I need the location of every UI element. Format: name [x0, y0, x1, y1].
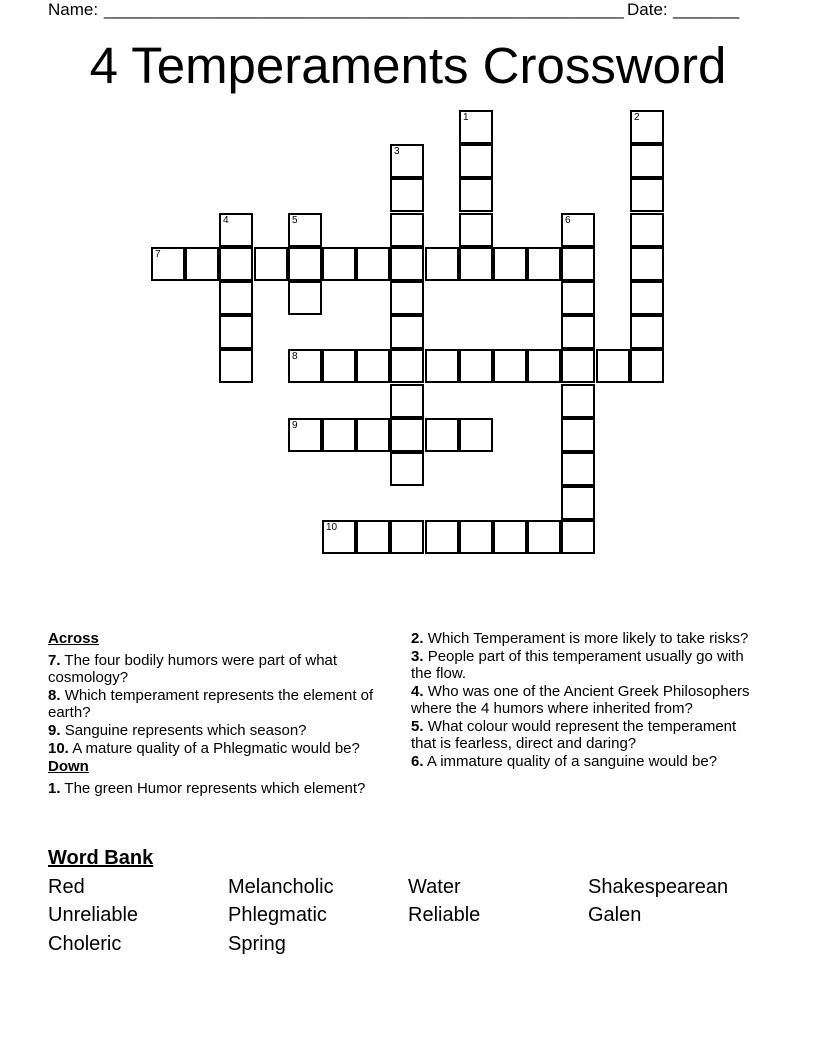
crossword-cell[interactable]: [459, 418, 493, 452]
clue-down-3: [411, 648, 756, 682]
crossword-cell[interactable]: [527, 520, 561, 554]
clue-number-label: 7: [155, 249, 161, 260]
name-blank[interactable]: _______________________________________________________: [104, 0, 625, 19]
word-bank-item: Melancholic: [228, 876, 334, 898]
clue-text: Which temperament represents the element of earth?: [48, 687, 374, 721]
clue-down-6: [411, 753, 756, 770]
clue-number: 1.: [48, 780, 61, 797]
crossword-cell[interactable]: [322, 247, 356, 281]
date-blank[interactable]: _______: [673, 0, 740, 19]
crossword-cell[interactable]: [630, 144, 664, 178]
clue-number-label: 10: [326, 522, 338, 533]
crossword-cell[interactable]: [630, 349, 664, 383]
crossword-cell[interactable]: [596, 349, 630, 383]
crossword-cell[interactable]: [390, 520, 424, 554]
clue-number: 8.: [48, 687, 61, 704]
clue-across-8: [48, 687, 388, 721]
down-heading: Down: [48, 758, 89, 775]
crossword-cell[interactable]: [493, 247, 527, 281]
clue-number-label: 6: [565, 215, 571, 226]
crossword-cell[interactable]: [356, 247, 390, 281]
clue-number-label: 1: [463, 112, 469, 123]
crossword-cell[interactable]: [219, 247, 253, 281]
clue-number: 6.: [411, 753, 424, 770]
crossword-cell[interactable]: [527, 349, 561, 383]
crossword-cell[interactable]: [322, 418, 356, 452]
crossword-cell[interactable]: [561, 281, 595, 315]
clue-down-1: [48, 780, 388, 797]
clue-down-4: [411, 683, 756, 717]
crossword-cell[interactable]: [288, 349, 322, 383]
crossword-cell[interactable]: [561, 384, 595, 418]
crossword-cell[interactable]: [288, 418, 322, 452]
crossword-cell[interactable]: [630, 281, 664, 315]
clue-text: The green Humor represents which element?: [64, 780, 366, 797]
crossword-cell[interactable]: [425, 349, 459, 383]
clue-number-label: 3: [394, 146, 400, 157]
crossword-cell[interactable]: [493, 520, 527, 554]
clue-number-label: 5: [292, 215, 298, 226]
clue-across-10: [48, 740, 388, 757]
crossword-cell[interactable]: [561, 213, 595, 247]
crossword-cell[interactable]: [527, 247, 561, 281]
crossword-cell[interactable]: [493, 349, 527, 383]
crossword-cell[interactable]: [288, 281, 322, 315]
clue-number: 2.: [411, 630, 424, 647]
crossword-cell[interactable]: [425, 520, 459, 554]
crossword-cell[interactable]: [561, 349, 595, 383]
word-bank-item: Water: [408, 876, 461, 898]
word-bank-item: Reliable: [408, 904, 481, 926]
clues-right-column: [411, 630, 756, 771]
word-bank-title: Word Bank: [48, 847, 154, 869]
clue-number: 9.: [48, 722, 61, 739]
crossword-cell[interactable]: [219, 315, 253, 349]
word-bank-item: Red: [48, 876, 85, 898]
crossword-cell[interactable]: [356, 349, 390, 383]
crossword-cell[interactable]: [630, 247, 664, 281]
clue-number-label: 8: [292, 351, 298, 362]
crossword-cell[interactable]: [322, 349, 356, 383]
crossword-cell[interactable]: [390, 418, 424, 452]
crossword-cell[interactable]: [459, 144, 493, 178]
name-label: Name:: [48, 0, 99, 19]
clue-number: 7.: [48, 652, 61, 669]
crossword-cell[interactable]: [425, 418, 459, 452]
crossword-cell[interactable]: [185, 247, 219, 281]
crossword-cell[interactable]: [322, 520, 356, 554]
crossword-cell[interactable]: [390, 349, 424, 383]
clues-left-column: [48, 630, 388, 798]
clue-number-label: 4: [223, 215, 229, 226]
across-heading: Across: [48, 630, 99, 647]
clue-text: A immature quality of a sanguine would be?: [426, 753, 718, 770]
clue-across-7: [48, 652, 388, 686]
crossword-cell[interactable]: [219, 213, 253, 247]
clue-text: The four bodily humors were part of what cosmology?: [48, 652, 338, 686]
crossword-cell[interactable]: [561, 315, 595, 349]
clue-text: Which Temperament is more likely to take risks?: [427, 630, 749, 647]
crossword-cell[interactable]: [630, 110, 664, 144]
crossword-cell[interactable]: [288, 247, 322, 281]
crossword-cell[interactable]: [561, 418, 595, 452]
crossword-cell[interactable]: [219, 281, 253, 315]
page-title: 4 Temperaments Crossword: [89, 37, 727, 94]
crossword-cell[interactable]: [390, 281, 424, 315]
clue-number: 5.: [411, 718, 424, 735]
crossword-cell[interactable]: [390, 315, 424, 349]
crossword-cell[interactable]: [630, 315, 664, 349]
crossword-cell[interactable]: [390, 384, 424, 418]
word-bank-item: Shakespearean: [588, 876, 729, 898]
crossword-cell[interactable]: [459, 247, 493, 281]
clue-text: A mature quality of a Phlegmatic would be?: [72, 740, 360, 757]
crossword-cell[interactable]: [390, 452, 424, 486]
crossword-cell[interactable]: [459, 178, 493, 212]
crossword-cell[interactable]: [459, 520, 493, 554]
crossword-cell[interactable]: [390, 178, 424, 212]
clue-number: 4.: [411, 683, 424, 700]
crossword-cell[interactable]: [356, 418, 390, 452]
crossword-cell[interactable]: [356, 520, 390, 554]
word-bank-item: Choleric: [48, 933, 122, 955]
word-bank-item: Spring: [228, 933, 286, 955]
crossword-cell[interactable]: [390, 213, 424, 247]
clue-text: Who was one of the Ancient Greek Philosophers where the 4 humors where inherited from?: [411, 683, 750, 717]
crossword-cell[interactable]: [390, 247, 424, 281]
date-label: Date:: [627, 0, 668, 19]
clue-text: Sanguine represents which season?: [64, 722, 307, 739]
clue-number: 10.: [48, 740, 69, 757]
clue-number-label: 2: [634, 112, 640, 123]
word-bank-item: Galen: [588, 904, 642, 926]
crossword-cell[interactable]: [151, 247, 185, 281]
crossword-cell[interactable]: [561, 247, 595, 281]
clue-text: People part of this temperament usually go with the flow.: [411, 648, 744, 682]
crossword-cell[interactable]: [459, 110, 493, 144]
clue-number-label: 9: [292, 420, 298, 431]
crossword-cell[interactable]: [561, 452, 595, 486]
word-bank-item: Phlegmatic: [228, 904, 327, 926]
crossword-cell[interactable]: [459, 349, 493, 383]
clue-across-9: [48, 722, 388, 739]
crossword-cell[interactable]: [219, 349, 253, 383]
crossword-cell[interactable]: [288, 213, 322, 247]
clue-number: 3.: [411, 648, 424, 665]
clue-down-2: [411, 630, 756, 647]
crossword-cell[interactable]: [390, 144, 424, 178]
crossword-cell[interactable]: [561, 486, 595, 520]
crossword-cell[interactable]: [630, 213, 664, 247]
crossword-cell[interactable]: [254, 247, 288, 281]
crossword-cell[interactable]: [425, 247, 459, 281]
crossword-cell[interactable]: [459, 213, 493, 247]
word-bank-item: Unreliable: [48, 904, 139, 926]
clue-text: What colour would represent the temperament that is fearless, direct and daring?: [411, 718, 737, 752]
crossword-cell[interactable]: [561, 520, 595, 554]
clue-down-5: [411, 718, 756, 752]
crossword-cell[interactable]: [630, 178, 664, 212]
